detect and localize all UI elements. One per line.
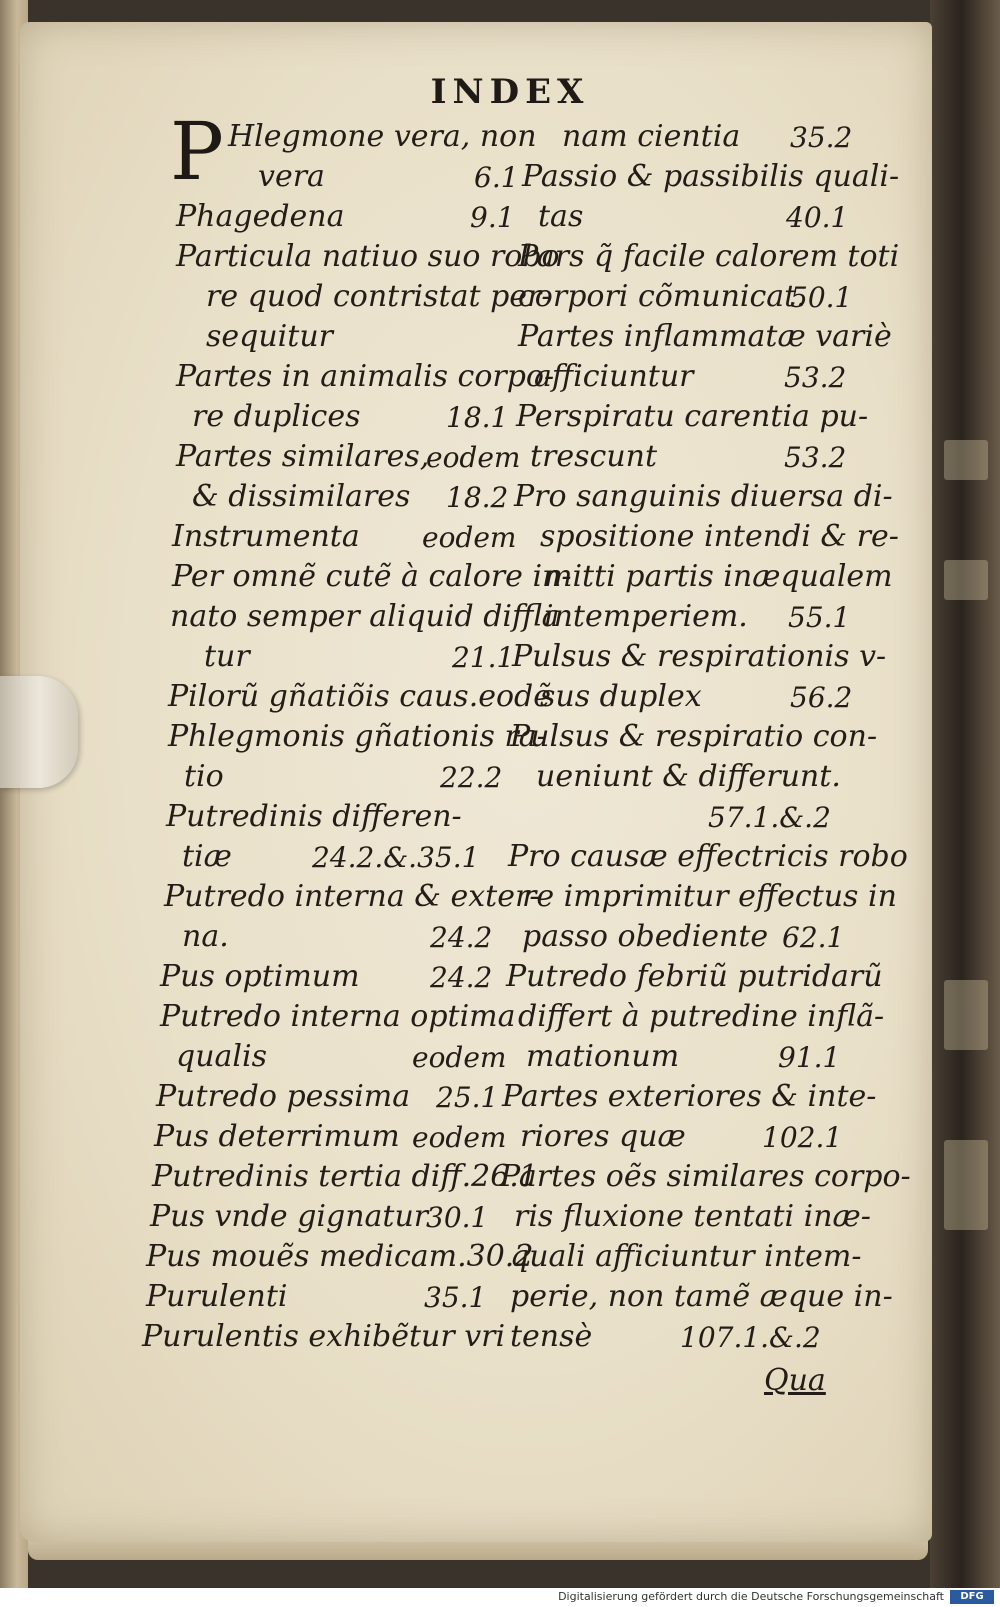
left-column-page-ref: eodem [426, 441, 521, 474]
right-column-entry: Pulsus & respirationis v- [512, 639, 887, 674]
adjacent-page-fragment [944, 980, 988, 1050]
right-column-entry: spositione intendi & re- [540, 519, 899, 554]
left-column-page-ref: 25.1 [436, 1081, 499, 1114]
left-column-entry: Partes in animalis corpo- [176, 359, 555, 394]
page-clip [0, 676, 78, 788]
right-column-entry: mitti partis inæqualem [544, 559, 893, 594]
right-column-page-ref: 35.2 [790, 121, 853, 154]
left-column-entry: vera [258, 159, 325, 194]
left-column-entry: Instrumenta [172, 519, 360, 554]
right-column-page-ref: 107.1.&.2 [680, 1321, 821, 1354]
left-column-entry: nato semper aliquid diffla [170, 599, 560, 634]
left-column-entry: re duplices [192, 399, 361, 434]
drop-cap: P [170, 105, 224, 198]
left-column-entry: & dissimilares [192, 479, 411, 514]
adjacent-page-fragment [944, 440, 988, 480]
left-column-page-ref: 18.2 [446, 481, 509, 514]
left-column-entry: Phagedena [176, 199, 345, 234]
right-column-entry: Passio & passibilis quali- [522, 159, 900, 194]
adjacent-page-fragment [944, 560, 988, 600]
left-column-entry: Putredo interna optima [160, 999, 516, 1034]
left-column-entry: qualis [176, 1039, 267, 1074]
left-column-entry: tur [204, 639, 250, 674]
left-column-entry: Putredinis tertia diff.26.1 [152, 1159, 538, 1194]
right-column-entry: differt à putredine inflã- [518, 999, 885, 1034]
left-column-page-ref: 24.2.&.35.1 [312, 841, 480, 874]
right-column-entry: Perspiratu carentia pu- [516, 399, 869, 434]
right-column-page-ref: 55.1 [788, 601, 851, 634]
left-column-entry: Particula natiuo suo robo [176, 239, 560, 274]
right-column-entry: mationum [526, 1039, 680, 1074]
right-column-entry: tas [538, 199, 584, 234]
catchword: Qua [764, 1363, 826, 1398]
right-column-page-ref: 50.1 [790, 281, 853, 314]
left-column-entry: na. [182, 919, 229, 954]
left-column-entry: Pilorũ gñatiõis caus.eodẽ [168, 679, 551, 714]
left-column-entry: sequitur [206, 319, 333, 354]
page-header: INDEX [430, 72, 590, 112]
left-column-entry: Partes similares, [176, 439, 430, 474]
left-column-entry: Hlegmone vera, non [228, 119, 537, 154]
right-column-page-ref: 91.1 [778, 1041, 841, 1074]
left-column-page-ref: eodem [412, 1041, 507, 1074]
left-column-entry: tio [184, 759, 224, 794]
right-column-entry: ueniunt & differunt. [536, 759, 841, 794]
left-column-entry: Phlegmonis gñationis ra- [168, 719, 547, 754]
right-column-page-ref: 102.1 [762, 1121, 843, 1154]
left-column-entry: tiæ [182, 839, 232, 874]
left-column-entry: Pus deterrimum [154, 1119, 400, 1154]
left-column-entry: Pus vnde gignatur [150, 1199, 429, 1234]
right-column-entry: quali afficiuntur intem- [510, 1239, 862, 1274]
left-column-page-ref: 24.2 [430, 961, 493, 994]
right-column-entry: riores quæ [520, 1119, 686, 1154]
right-column-entry: Partes oẽs similares corpo- [500, 1159, 911, 1194]
right-column-entry: Pulsus & respiratio con- [510, 719, 878, 754]
right-column-entry: tensè [510, 1319, 593, 1354]
right-column-entry: corpori cõmunicat. [518, 279, 806, 314]
dfg-logo: DFG [950, 1590, 994, 1604]
left-column-page-ref: 9.1 [470, 201, 515, 234]
right-column-entry: nam cientia [562, 119, 741, 154]
left-column-page-ref: 24.2 [430, 921, 493, 954]
right-column-entry: Partes inflammatæ variè [518, 319, 892, 354]
right-column-entry: intemperiem. [544, 599, 748, 634]
right-column-entry: Pro sanguinis diuersa di- [514, 479, 893, 514]
right-column-page-ref: 57.1.&.2 [708, 801, 831, 834]
left-column-page-ref: 21.1 [452, 641, 515, 674]
right-column-entry: afficiuntur [534, 359, 694, 394]
footer-credit: Digitalisierung gefördert durch die Deutsche Forschungsgemeinschaft [558, 1590, 944, 1603]
left-column-page-ref: 35.1 [424, 1281, 487, 1314]
left-column-page-ref: 30.1 [426, 1201, 489, 1234]
right-column-entry: passo obediente [522, 919, 769, 954]
left-column-entry: Purulenti [146, 1279, 288, 1314]
right-column-page-ref: 62.1 [782, 921, 845, 954]
left-column-entry: Putredinis differen- [166, 799, 462, 834]
right-column-page-ref: 40.1 [786, 201, 849, 234]
book-binding [930, 0, 1000, 1590]
right-column-entry: ris fluxione tentati inæ- [514, 1199, 871, 1234]
left-column-entry: Per omnẽ cutẽ à calore in- [172, 559, 572, 594]
right-column-entry: Pro causæ effectricis robo [508, 839, 908, 874]
left-column-entry: Pus optimum [160, 959, 360, 994]
left-column-page-ref: 6.1 [474, 161, 519, 194]
left-column-entry: re quod contristat per- [206, 279, 552, 314]
left-column-page-ref: 18.1 [446, 401, 509, 434]
left-column-page-ref: eodem [412, 1121, 507, 1154]
left-column-entry: Purulentis exhibẽtur vri [142, 1319, 506, 1354]
left-column-entry: Pus mouẽs medicam.30.2 [146, 1239, 534, 1274]
right-column-entry: Partes exteriores & inte- [502, 1079, 877, 1114]
right-column-entry: Putredo febriũ putridarũ [506, 959, 883, 994]
left-column-entry: Putredo pessima [156, 1079, 411, 1114]
right-column-entry: Pars q̃ facile calorem toti [518, 239, 900, 274]
right-column-page-ref: 53.2 [784, 441, 847, 474]
adjacent-page-fragment [944, 1140, 988, 1230]
right-column-entry: perie, non tamẽ æque in- [510, 1279, 893, 1314]
right-column-page-ref: 53.2 [784, 361, 847, 394]
left-column-page-ref: 22.2 [440, 761, 503, 794]
right-column-entry: sus duplex [540, 679, 702, 714]
left-column-page-ref: eodem [422, 521, 517, 554]
digitization-footer [0, 1588, 1000, 1607]
left-column-entry: Putredo interna & exter- [164, 879, 540, 914]
right-column-entry: re imprimitur effectus in [522, 879, 897, 914]
right-column-page-ref: 56.2 [790, 681, 853, 714]
right-column-entry: trescunt [530, 439, 658, 474]
